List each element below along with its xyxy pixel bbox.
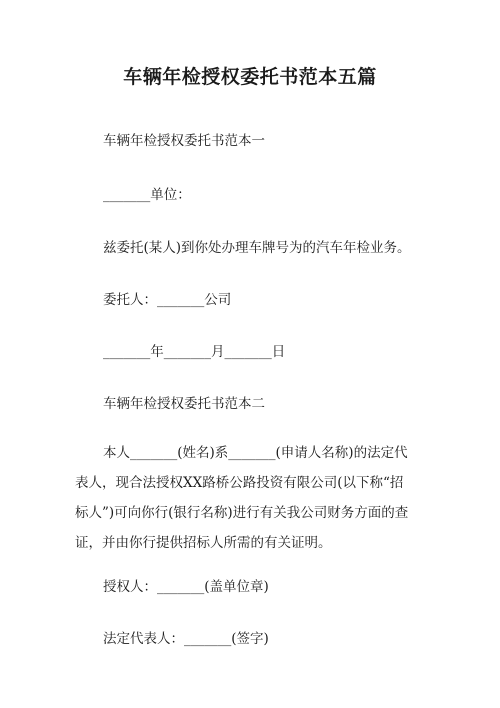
- section2-heading: 车辆年检授权委托书范本二: [103, 396, 265, 412]
- section1-body: 兹委托(某人)到你处办理车牌号为的汽车年检业务。: [103, 240, 411, 256]
- section2-body-line: 标人”)可向你行(银行名称)进行有关我公司财务方面的查: [75, 505, 409, 521]
- section1-client-line: 委托人：_______公司: [103, 292, 232, 308]
- section2-body-line: 证，并由你行提供招标人所需的有关证明。: [75, 535, 332, 551]
- section2-body-line: 本人_______(姓名)系_______(申请人名称)的法定代: [103, 445, 408, 461]
- document-title: 车辆年检授权委托书范本五篇: [123, 66, 377, 88]
- section1-unit-line: _______单位：: [103, 187, 191, 203]
- section2-grantor-line: 授权人：_______(盖单位章): [103, 579, 269, 595]
- section2-body-line: 表人，现合法授权XX路桥公路投资有限公司(以下称“招: [75, 475, 404, 491]
- section2-body: [75, 438, 427, 558]
- section2-legal-rep-line: 法定代表人：_______(签字): [103, 631, 269, 647]
- section1-date-line: _______年_______月_______日: [103, 344, 286, 360]
- section1-heading: 车辆年检授权委托书范本一: [103, 133, 265, 149]
